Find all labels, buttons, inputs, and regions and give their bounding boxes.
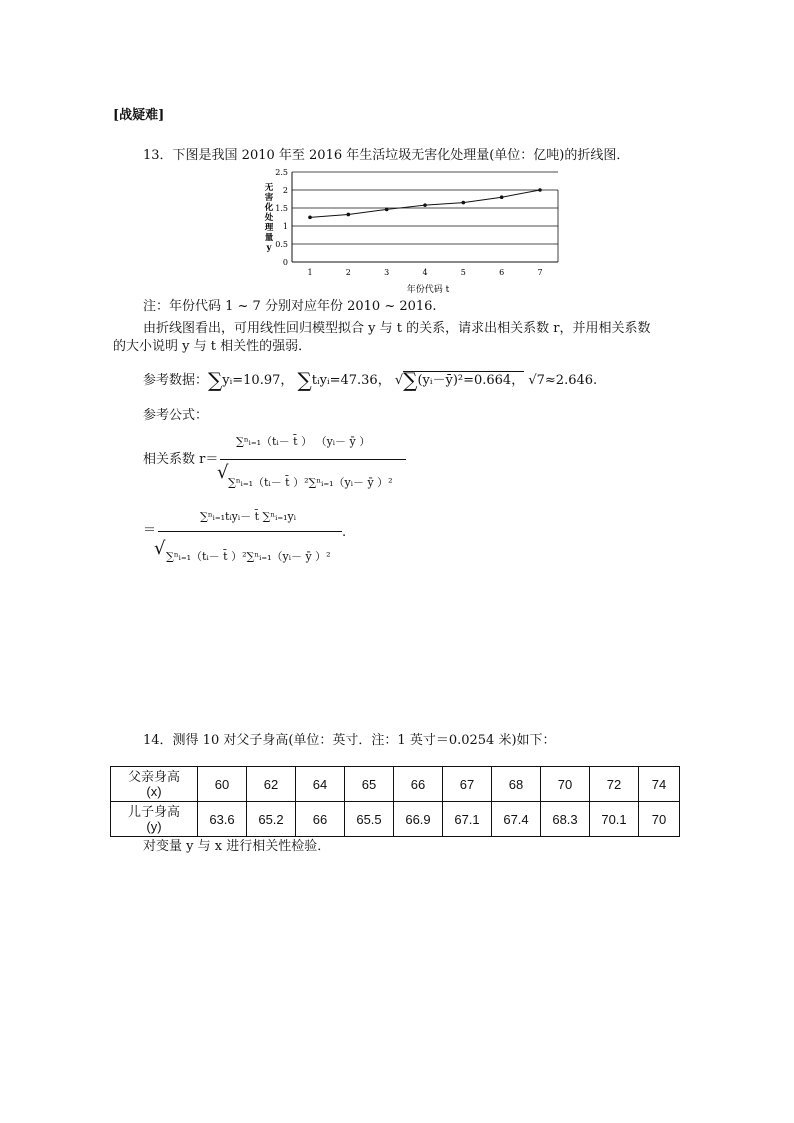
x-tick-label: 6 bbox=[499, 268, 505, 277]
reference-formula-label: 参考公式： bbox=[143, 408, 209, 423]
sigma-symbol: ∑ bbox=[403, 368, 418, 392]
sqrt-symbol: √ bbox=[154, 538, 166, 559]
table-cell: 74 bbox=[639, 767, 680, 802]
table-row-father bbox=[111, 767, 680, 802]
question-14-text: 14．测得 10 对父子身高(单位：英寸．注：1 英寸＝0.0254 米)如下： bbox=[143, 733, 556, 748]
chart-axes bbox=[292, 172, 558, 262]
table-cell: 62 bbox=[247, 767, 296, 802]
paragraph-line-1: 由折线图看出，可用线性回归模型拟合 y 与 t 的关系，请求出相关系数 r，并用相关系数 bbox=[143, 321, 651, 336]
table-cell: 70.1 bbox=[590, 802, 639, 837]
x-tick-label: 5 bbox=[460, 268, 466, 277]
table-cell: 65.5 bbox=[345, 802, 394, 837]
question-14-instruction: 对变量 y 与 x 进行相关性检验． bbox=[143, 839, 331, 854]
data-point bbox=[500, 195, 504, 199]
header-variable: (y) bbox=[146, 819, 162, 834]
y-tick-label: 0 bbox=[282, 258, 288, 267]
y-label-char: 化 bbox=[264, 203, 274, 213]
note-text: 注：年份代码 1 ~ 7 分别对应年份 2010 ~ 2016. bbox=[143, 299, 437, 314]
x-tick-label: 3 bbox=[384, 268, 390, 277]
data-point bbox=[308, 216, 312, 220]
y-tick-labels bbox=[275, 168, 288, 267]
table-cell: 65 bbox=[345, 767, 394, 802]
x-tick-label: 2 bbox=[345, 268, 351, 277]
y-label-char: 量 bbox=[264, 233, 274, 243]
table-cell: 70 bbox=[541, 767, 590, 802]
fraction-bar-1 bbox=[220, 459, 406, 460]
formula-label: 相关系数 r＝ bbox=[143, 452, 219, 467]
table-cell: 70 bbox=[639, 802, 680, 837]
table-cell: 63.6 bbox=[198, 802, 247, 837]
y-label-char: 无 bbox=[264, 183, 274, 193]
x-tick-labels bbox=[307, 268, 542, 277]
x-tick-label: 7 bbox=[537, 268, 543, 277]
table-header-son bbox=[111, 802, 198, 837]
table-cell: 68.3 bbox=[541, 802, 590, 837]
sqrt-symbol: √ bbox=[394, 373, 404, 388]
data-point bbox=[462, 201, 466, 205]
question-13-text: 13．下图是我国 2010 年至 2016 年生活垃圾无害化处理量(单位：亿吨)的折线图． bbox=[143, 148, 630, 163]
formula-numerator-2: ∑ⁿᵢ₌₁tᵢyᵢ－ t̄ ∑ⁿᵢ₌₁yᵢ bbox=[200, 510, 296, 523]
y-tick-label: 2 bbox=[282, 186, 288, 195]
chart-grid bbox=[292, 172, 558, 244]
header-text: 儿子身高 bbox=[127, 804, 180, 819]
x-axis-label: 年份代码 t bbox=[406, 285, 450, 295]
formula-period: . bbox=[342, 525, 347, 540]
formula-denominator-1: ∑ⁿᵢ₌₁（tᵢ－ t̄ ）²∑ⁿᵢ₌₁（yᵢ－ ȳ ）² bbox=[228, 476, 393, 489]
y-tick-label: 0.5 bbox=[275, 240, 288, 249]
data-point bbox=[423, 203, 427, 207]
y-tick-label: 1 bbox=[282, 222, 288, 231]
header-text: 父亲身高 bbox=[127, 769, 180, 784]
x-tick-label: 1 bbox=[307, 268, 313, 277]
sigma-symbol: ∑ bbox=[297, 368, 312, 392]
fraction-bar-2 bbox=[158, 531, 342, 532]
line-chart bbox=[258, 164, 568, 296]
reference-data bbox=[143, 368, 598, 392]
table-cell: 68 bbox=[492, 767, 541, 802]
y-label-char: 处 bbox=[264, 213, 274, 223]
ref-data-sum-sq: (yᵢ－ȳ)²=0.664， bbox=[417, 373, 525, 388]
y-label-char: 害 bbox=[264, 193, 274, 203]
table-header-father bbox=[111, 767, 198, 802]
height-table bbox=[110, 766, 680, 837]
ref-data-sum-y: yᵢ=10.97， bbox=[222, 373, 294, 388]
sqrt-radicand bbox=[403, 368, 525, 392]
table-row-son bbox=[111, 802, 680, 837]
ref-data-sum-ty: tᵢyᵢ=47.36， bbox=[311, 373, 391, 388]
table-cell: 66.9 bbox=[394, 802, 443, 837]
header-variable: (x) bbox=[146, 784, 162, 799]
table-cell: 66 bbox=[394, 767, 443, 802]
sigma-symbol: ∑ bbox=[208, 368, 223, 392]
data-point bbox=[385, 208, 389, 212]
paragraph-line-2: 的大小说明 y 与 t 相关性的强弱． bbox=[113, 339, 312, 354]
chart-series bbox=[308, 188, 542, 219]
formula-equals: ＝ bbox=[143, 523, 157, 538]
formula-denominator-2: ∑ⁿᵢ₌₁（tᵢ－ t̄ ）²∑ⁿᵢ₌₁（yᵢ－ ȳ ）² bbox=[166, 550, 331, 563]
table-cell: 60 bbox=[198, 767, 247, 802]
section-heading: [战疑难] bbox=[113, 108, 165, 123]
y-tick-label: 1.5 bbox=[275, 204, 288, 213]
formula-numerator-1: ∑ⁿᵢ₌₁（tᵢ－ t̄ ） （yᵢ－ ȳ ） bbox=[236, 435, 371, 448]
data-point bbox=[347, 213, 351, 217]
ref-data-label: 参考数据： bbox=[143, 373, 209, 388]
y-axis-label bbox=[264, 182, 274, 253]
y-label-char: 理 bbox=[264, 223, 274, 233]
ref-data-sqrt7: √7≈2.646. bbox=[528, 373, 598, 388]
table-cell: 66 bbox=[296, 802, 345, 837]
table-cell: 64 bbox=[296, 767, 345, 802]
y-label-char: y bbox=[266, 243, 272, 253]
x-tick-label: 4 bbox=[422, 268, 428, 277]
table-cell: 67 bbox=[443, 767, 492, 802]
data-point bbox=[538, 188, 542, 192]
table-cell: 67.1 bbox=[443, 802, 492, 837]
sqrt-symbol: √ bbox=[217, 462, 229, 483]
table-cell: 65.2 bbox=[247, 802, 296, 837]
table-cell: 72 bbox=[590, 767, 639, 802]
table-cell: 67.4 bbox=[492, 802, 541, 837]
y-tick-label: 2.5 bbox=[275, 168, 288, 177]
